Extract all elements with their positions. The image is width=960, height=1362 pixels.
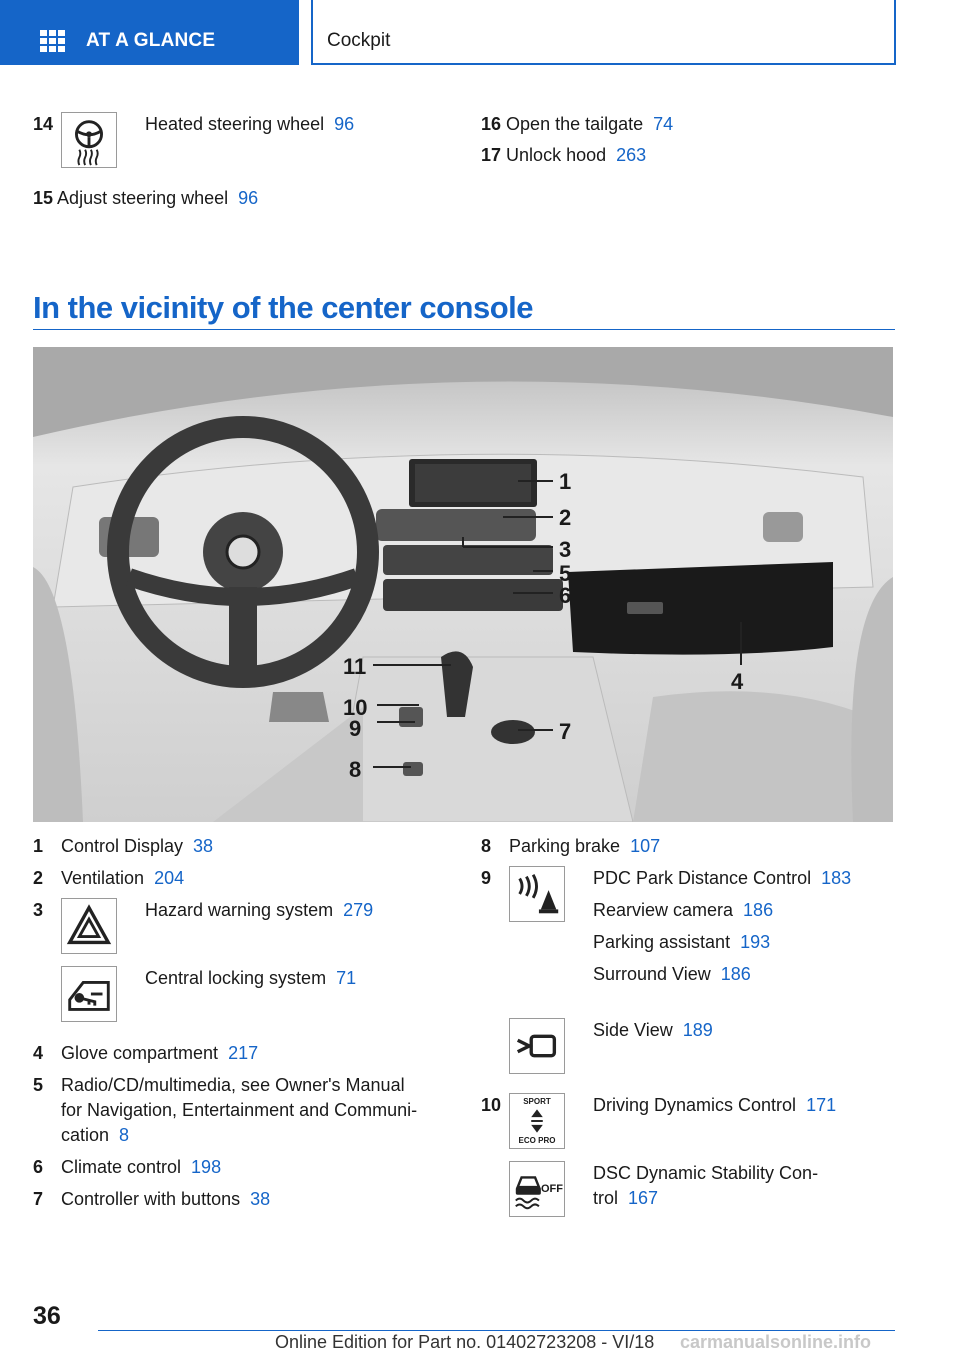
item-label: Glove compartment [61, 1043, 219, 1063]
callout-number: 8 [349, 757, 362, 782]
item-label: for Navigation, Entertainment and Communi- [61, 1100, 418, 1120]
list-item [61, 866, 184, 891]
item-number: 4 [33, 1043, 44, 1063]
page-ref-link[interactable]: 204 [154, 868, 185, 888]
page-ref-link[interactable]: 279 [343, 900, 374, 920]
page-ref-link[interactable]: 186 [720, 964, 751, 984]
watermark: carmanualsonline.info [680, 1332, 872, 1352]
item-number: 3 [33, 900, 44, 920]
dsc-off-icon [509, 1161, 565, 1217]
item-label: Surround View [593, 964, 711, 984]
page-ref-link[interactable]: 38 [250, 1189, 271, 1209]
item-number: 2 [33, 868, 44, 888]
list-item [145, 112, 354, 137]
item-number: 1 [33, 836, 44, 856]
list-item [593, 1093, 836, 1118]
callout-number: 7 [559, 719, 572, 744]
page-ref-link[interactable]: 96 [238, 188, 259, 208]
page-ref-link[interactable]: 186 [743, 900, 774, 920]
list-item [145, 898, 373, 923]
item-label: Control Display [61, 836, 184, 856]
off-label: OFF [541, 1183, 563, 1195]
item-label: Driving Dynamics Control [593, 1095, 797, 1115]
edition-text: Online Edition for Part no. 01402723208 - VI/18 [275, 1332, 655, 1352]
list-item [593, 962, 751, 987]
title-underline [33, 329, 895, 330]
callout-number: 1 [559, 469, 572, 494]
list-item [61, 1187, 270, 1212]
list-item [509, 834, 660, 859]
item-number: 8 [481, 836, 492, 856]
item-number: 14 [33, 114, 54, 134]
list-item [61, 1041, 258, 1066]
callout-number: 2 [559, 505, 572, 530]
page-ref-link[interactable]: 71 [336, 968, 357, 988]
chapter-header [311, 0, 896, 65]
page-ref-link[interactable]: 198 [191, 1157, 222, 1177]
item-label: Heated steering wheel [145, 114, 325, 134]
list-item [61, 834, 213, 859]
item-label: Side View [593, 1020, 673, 1040]
item-number: 9 [481, 868, 492, 888]
list-item [593, 898, 773, 923]
callout-number: 5 [559, 561, 572, 586]
list-item [33, 186, 258, 211]
callout-number: 4 [731, 669, 744, 694]
item-label: Rearview camera [593, 900, 734, 920]
item-label: Parking brake [509, 836, 621, 856]
item-label: Central locking system [145, 968, 327, 988]
list-item [145, 966, 356, 991]
page-ref-link[interactable]: 167 [628, 1188, 659, 1208]
page-ref-link[interactable]: 217 [228, 1043, 259, 1063]
page-ref-link[interactable]: 183 [821, 868, 852, 888]
page-number: 36 [33, 1302, 61, 1330]
callout-number: 11 [343, 654, 367, 679]
item-label: Controller with buttons [61, 1189, 241, 1209]
item-label: Radio/CD/multimedia, see Owner's Manual [61, 1075, 405, 1095]
section-title: In the vicinity of the center console [33, 290, 533, 325]
park-distance-icon [509, 866, 565, 922]
heated-steering-wheel-icon [61, 112, 117, 168]
page-ref-link[interactable]: 96 [334, 114, 355, 134]
item-label: DSC Dynamic Stability Con- [593, 1163, 819, 1183]
page-ref-link[interactable]: 189 [682, 1020, 713, 1040]
page-ref-link[interactable]: 263 [616, 145, 647, 165]
item-number: 16 [481, 114, 502, 134]
list-item [61, 1155, 221, 1180]
page-ref-link[interactable]: 38 [193, 836, 214, 856]
page-ref-link[interactable]: 74 [653, 114, 674, 134]
item-label: Parking assistant [593, 932, 731, 952]
list-item [593, 930, 770, 955]
item-label: Open the tailgate [506, 114, 644, 134]
page-ref-link[interactable]: 193 [740, 932, 771, 952]
list-item [593, 1018, 713, 1043]
door-key-icon [61, 966, 117, 1022]
sport-eco-pro-icon [509, 1093, 565, 1149]
cockpit-photo [33, 347, 893, 822]
item-label: trol [593, 1188, 619, 1208]
grid-icon [40, 30, 66, 52]
side-view-camera-icon [509, 1018, 565, 1074]
item-label: PDC Park Distance Control [593, 868, 812, 888]
item-label: Unlock hood [506, 145, 607, 165]
callout-number: 6 [559, 583, 572, 608]
callout-number: 9 [349, 716, 362, 741]
item-label: Adjust steering wheel [57, 188, 229, 208]
item-label: Hazard warning system [145, 900, 334, 920]
item-number: 7 [33, 1189, 44, 1209]
hazard-triangle-icon [61, 898, 117, 954]
eco-pro-label: ECO PRO [518, 1136, 556, 1145]
list-item [593, 866, 851, 891]
page-ref-link[interactable]: 171 [806, 1095, 837, 1115]
section-tab[interactable] [0, 0, 299, 65]
item-label: cation [61, 1125, 110, 1145]
callout-number: 3 [559, 537, 572, 562]
item-number: 5 [33, 1075, 44, 1095]
page-ref-link[interactable]: 8 [119, 1125, 130, 1145]
item-number: 17 [481, 145, 502, 165]
list-item [61, 1123, 129, 1148]
list-item [481, 143, 646, 168]
footer-rule [98, 1330, 895, 1331]
item-label: Ventilation [61, 868, 145, 888]
item-number: 15 [33, 188, 54, 208]
page-ref-link[interactable]: 107 [630, 836, 661, 856]
item-number: 6 [33, 1157, 44, 1177]
section-label: AT A GLANCE [86, 30, 216, 51]
callout-number: 10 [343, 695, 368, 720]
chapter-title: Cockpit [327, 30, 391, 51]
item-number: 10 [481, 1095, 502, 1115]
list-item [481, 112, 673, 137]
sport-label: SPORT [523, 1097, 551, 1106]
list-item [593, 1186, 658, 1211]
item-label: Climate control [61, 1157, 182, 1177]
